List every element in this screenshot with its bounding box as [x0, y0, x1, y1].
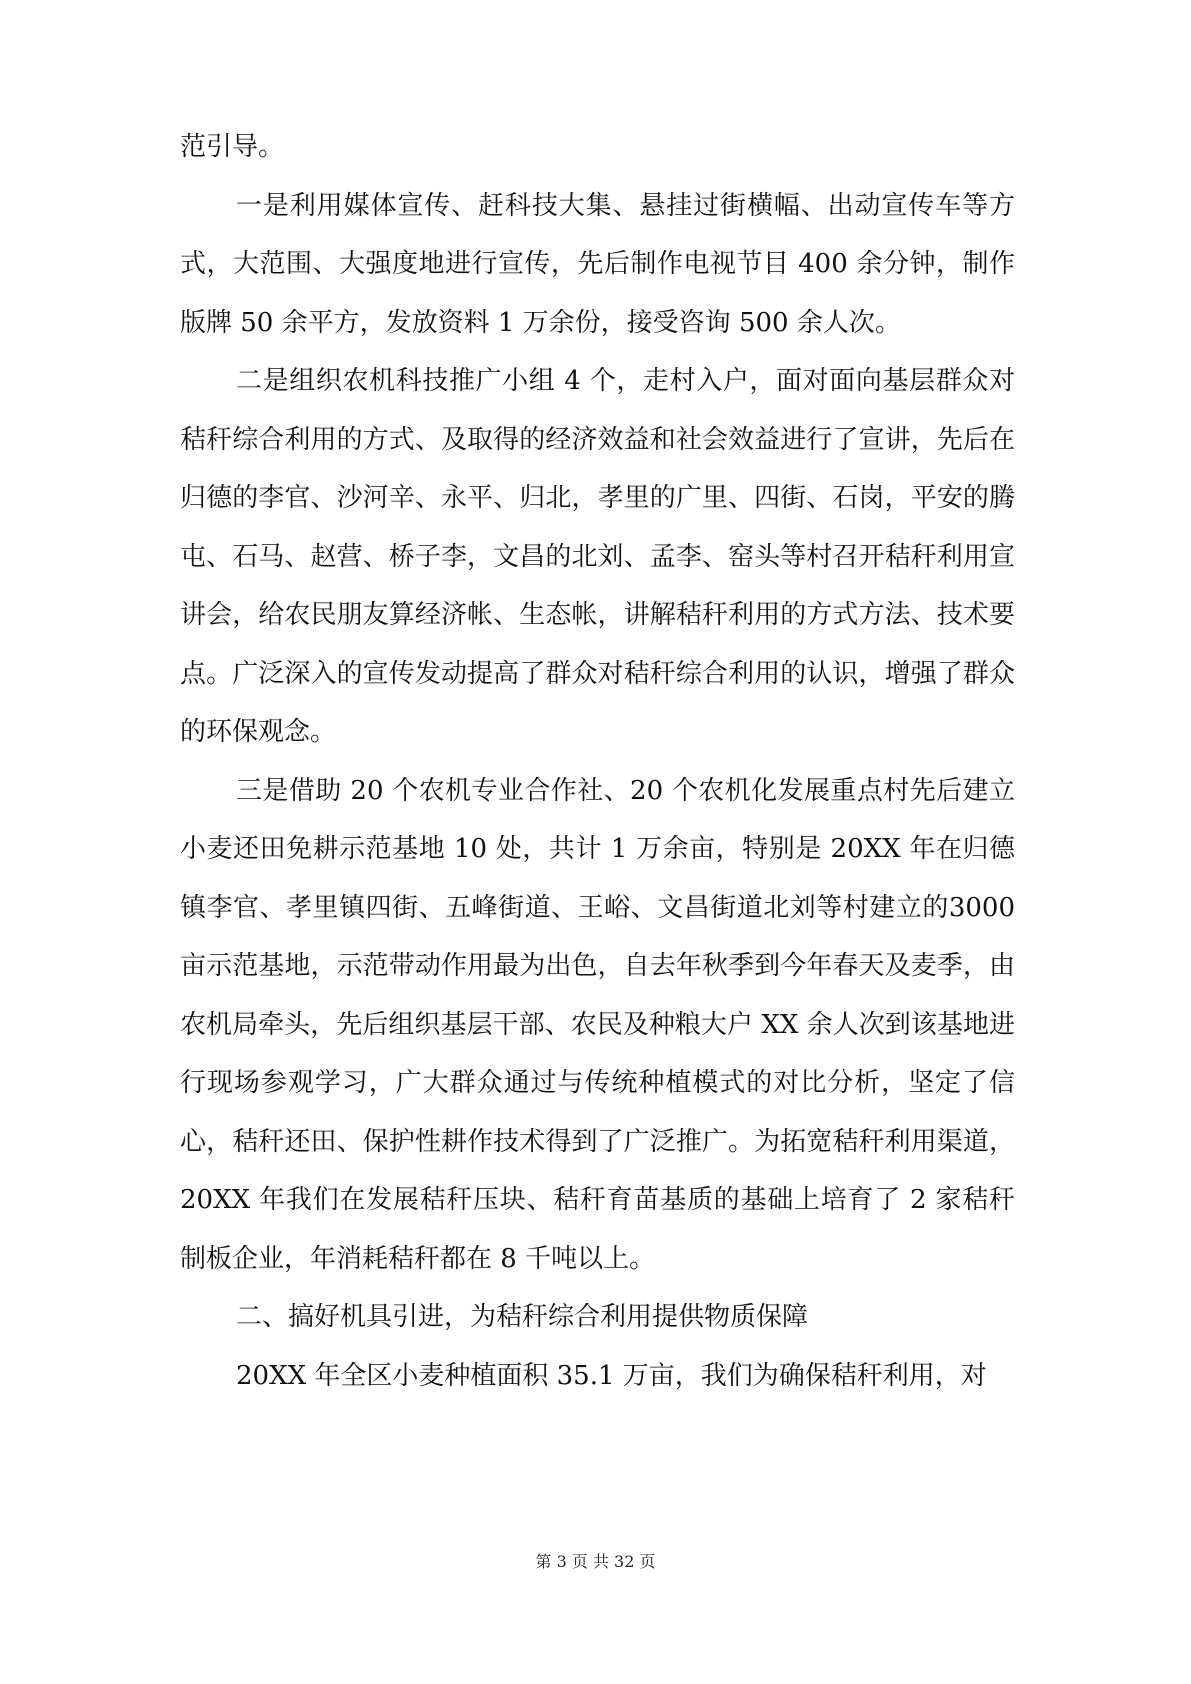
paragraph-wheat-area: 20XX 年全区小麦种植面积 35.1 万亩，我们为确保秸秆利用，对 — [236, 1360, 987, 1391]
section-heading: 二、搞好机具引进，为秸秆综合利用提供物质保障 — [236, 1302, 809, 1332]
paragraph-promotion-groups: 二是组织农机科技推广小组 4 个，走村入户，面对面向基层群众对秸秆综合利用的方式、及取得的经济效益和社会效益进行了宣讲，先后在归德的李官、沙河辛、永平、归北，孝里的广里、四街、石岗，平安的腾屯、石马、赵营、桥子李，文昌的北刘、孟李、窑头等村召开秸秆利用宣讲会，给农民朋友算经济帐、生态帐，讲解秸秆利用的方式方法、技术要点。广泛深入的宣传发动提高了群众对秸秆综合利用的认识，增强了群众的环保观念。 — [180, 366, 1015, 747]
paragraph-demonstration-bases: 三是借助 20 个农机专业合作社、20 个农机化发展重点村先后建立小麦还田免耕示范基地 10 处，共计 1 万余亩，特别是 20XX 年在归德镇李官、孝里镇四街、五峰街道、王峪、文昌街道北刘等村建立的3000 亩示范基地，示范带动作用最为出色，自去年秋季到今年春天及麦季，由农机局牵头，先后组织基层干部、农民及种粮大户 XX 余人次到该基地进行现场参观学习，广大群众通过与传统种植模式的对比分析，坚定了信心，秸秆还田、保护性耕作技术得到了广泛推广。为拓宽秸秆利用渠道，20XX 年我们在发展秸秆压块、秸秆育苗基质的基础上培育了 2 家秸秆制板企业，年消耗秸秆都在 8 千吨以上。 — [180, 775, 1015, 1274]
paragraph-media-publicity: 一是利用媒体宣传、赶科技大集、悬挂过街横幅、出动宣传车等方式，大范围、大强度地进行宣传，先后制作电视节目 400 余分钟，制作版牌 50 余平方，发放资料 1 万余份，接受咨询 500 余人次。 — [180, 190, 1015, 338]
page-number-footer: 第 3 页 共 32 页 — [535, 1552, 656, 1571]
document-body — [180, 118, 1015, 1405]
paragraph-continuation: 范引导。 — [180, 132, 285, 162]
